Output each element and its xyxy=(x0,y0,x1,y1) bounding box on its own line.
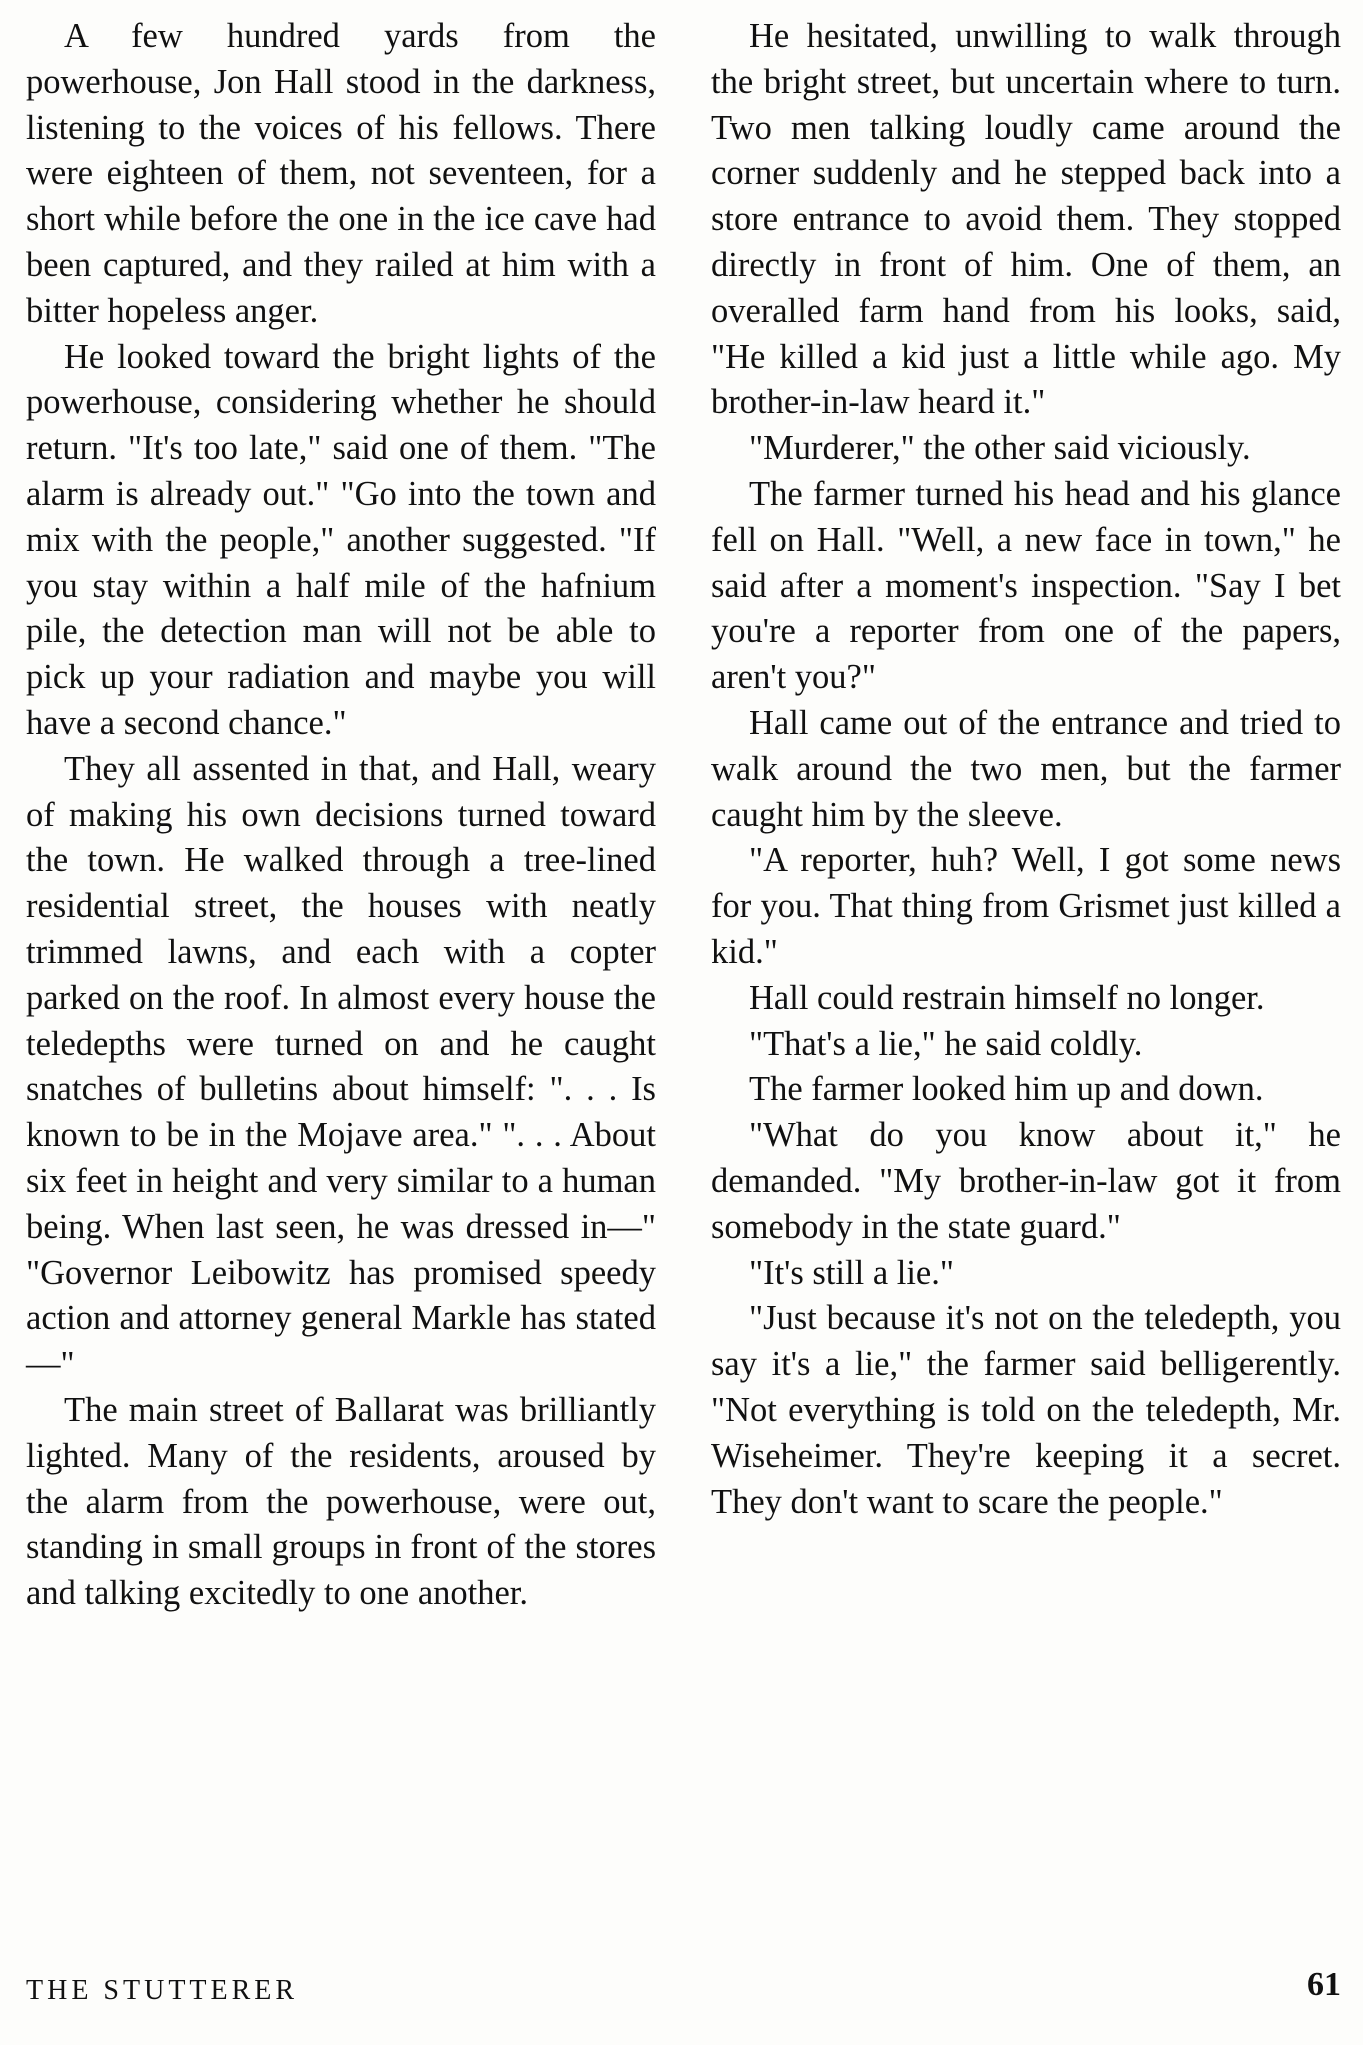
left-column xyxy=(26,14,656,1617)
paragraph: The farmer looked him up and down. xyxy=(749,1070,1264,1109)
running-footer-title: THE STUTTERER xyxy=(26,1975,299,2006)
paragraph: "Just because it's not on the teledepth, you say it's a lie," the farmer said belligerently. "Not everything is told on the teledepth, Mr. Wiseheimer. They're keeping it a secret. They don't want to scare the people." xyxy=(711,1299,1341,1521)
paragraph: "Murderer," the other said viciously. xyxy=(749,429,1251,468)
paragraph: A few hundred yards from the powerhouse, Jon Hall stood in the darkness, listening to the voices of his fellows. There were eighteen of them, not seventeen, for a short while before the one in the ice cave had been captured, and they railed at him with a bitter hopeless anger. xyxy=(26,17,656,330)
paragraph: "A reporter, huh? Well, I got some news for you. That thing from Grismet just killed a kid." xyxy=(711,841,1341,971)
paragraph: They all assented in that, and Hall, weary of making his own decisions turned toward the town. He walked through a tree-lined residential street, the houses with neatly trimmed lawns, and each with a copter parked on the roof. In almost every house the teledepths were turned on and he caught snatches of bulletins about himself: ". . . Is known to be in the Mojave area." ". . . About six feet in height and very similar to a human being. When last seen, he was dressed in—" "Governor Leibowitz has promised speedy action and attorney general Markle has stated—" xyxy=(26,749,656,1384)
paragraph: "It's still a lie." xyxy=(749,1253,954,1292)
paragraph: He looked toward the bright lights of the powerhouse, considering whether he should return. "It's too late," said one of them. "The alarm is already out." "Go into the town and mix with the people," another suggested. "If you stay within a half mile of the hafnium pile, the detection man will not be able to pick up your radiation and maybe you will have a second chance." xyxy=(26,337,656,742)
right-column xyxy=(711,14,1341,1525)
paragraph: The farmer turned his head and his glance fell on Hall. "Well, a new face in town," he said after a moment's inspection. "Say I bet you're a reporter from one of the papers, aren't you?" xyxy=(711,474,1341,697)
page-number: 61 xyxy=(1307,1966,1341,2003)
paragraph: Hall could restrain himself no longer. xyxy=(749,978,1265,1017)
paragraph: The main street of Ballarat was brilliantly lighted. Many of the residents, aroused by the alarm from the powerhouse, were out, standing in small groups in front of the stores and talking excitedly to one another. xyxy=(26,1390,656,1613)
paragraph: Hall came out of the entrance and tried to walk around the two men, but the farmer caught him by the sleeve. xyxy=(711,703,1341,834)
paragraph: He hesitated, unwilling to walk through the bright street, but uncertain where to turn. Two men talking loudly came around the corner suddenly and he stepped back into a store entrance to avoid them. They stopped directly in front of him. One of them, an overalled farm hand from his looks, said, "He killed a kid just a little while ago. My brother-in-law heard it." xyxy=(711,17,1341,422)
paragraph: "What do you know about it," he demanded. "My brother-in-law got it from somebody in the state guard." xyxy=(711,1116,1341,1246)
paragraph: "That's a lie," he said coldly. xyxy=(749,1024,1143,1063)
